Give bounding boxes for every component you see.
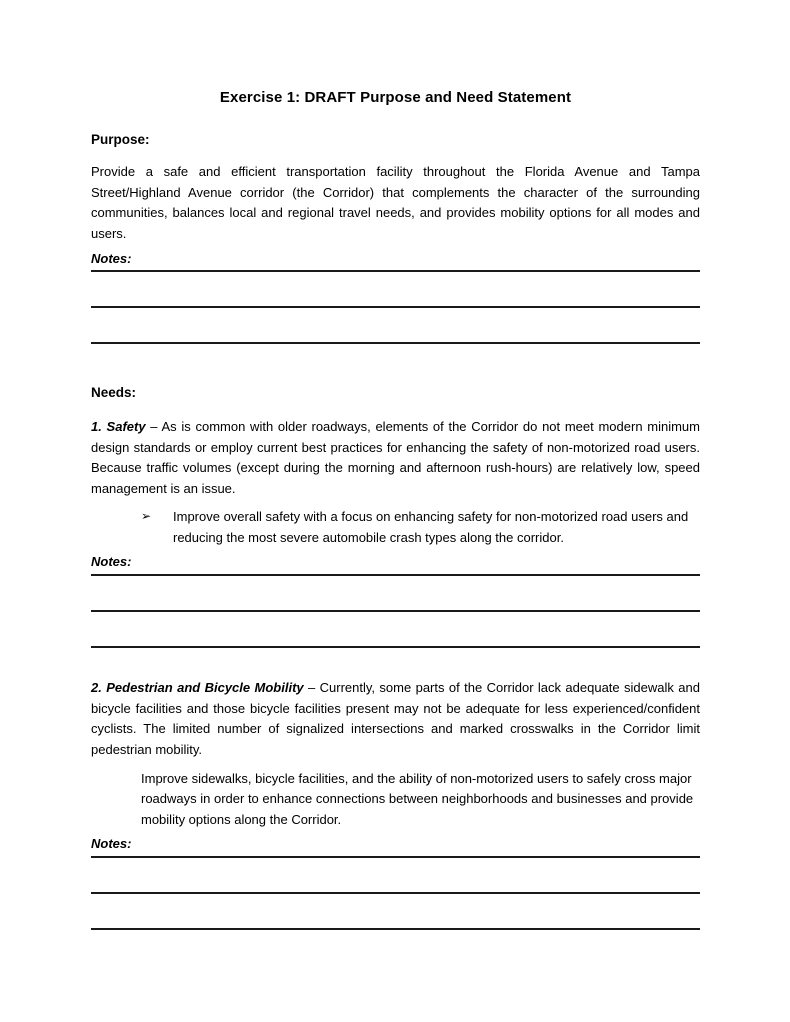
need-dash-mobility: – — [303, 680, 320, 696]
safety-notes-lines — [91, 571, 700, 648]
page-title: Exercise 1: DRAFT Purpose and Need Statement — [219, 89, 572, 106]
spacer — [91, 344, 700, 384]
notes-rule[interactable] — [91, 928, 700, 930]
need-body-mobility: Currently, some parts of the Corridor lack adequate sidewalk and bicycle facilities and those bicycle facilities present may not be adequate for less experienced/confident cyclists. The limited number of signalized intersections and marked crosswalks in the Corridor limit pedestrian mobility. — [91, 680, 700, 757]
need-run-in-heading-mobility: 2. Pedestrian and Bicycle Mobility — [91, 680, 304, 696]
purpose-heading: Purpose: — [91, 131, 150, 147]
need-sub-item-text-safety: Improve overall safety with a focus on enhancing safety for non-motorized road users and reducing the most severe automobile crash types along the corridor. — [173, 509, 689, 545]
need-dash-safety: – — [145, 419, 162, 435]
arrowhead-bullet-icon: ➢ — [141, 509, 152, 524]
needs-heading: Needs: — [91, 385, 137, 401]
document-body — [91, 88, 700, 930]
need-run-in-heading-safety: 1. Safety — [91, 419, 146, 435]
spacer — [91, 648, 700, 678]
need-body-safety: As is common with older roadways, elements of the Corridor do not meet modern minimum design standards or employ current best practices for enhancing the safety of non-motorized road users. Because traffic volumes (except during the morning and afternoon rush-hours) are relatively low, speed management is an issue. — [91, 419, 700, 496]
need-paragraph-safety — [91, 417, 700, 499]
need-paragraph-mobility — [91, 678, 700, 760]
purpose-notes-lines — [91, 267, 700, 344]
need-sub-item-safety — [91, 507, 700, 548]
need-sub-item-text-mobility: Improve sidewalks, bicycle facilities, and the ability of non-motorized users to safely cross major roadways in order to enhance connections between neighborhoods and businesses and provide mobility options along the Corridor. — [141, 770, 694, 827]
mobility-notes-lines — [91, 853, 700, 930]
purpose-notes-label: Notes: — [91, 250, 132, 266]
safety-notes-label: Notes: — [91, 554, 132, 570]
mobility-notes-label: Notes: — [91, 836, 132, 852]
purpose-paragraph: Provide a safe and efficient transportation facility throughout the Florida Avenue and Tampa Street/Highland Avenue corridor (the Corridor) that complements the character of the surrounding communities, balances local and regional travel needs, and provides mobility options for all modes and users. — [91, 164, 700, 241]
